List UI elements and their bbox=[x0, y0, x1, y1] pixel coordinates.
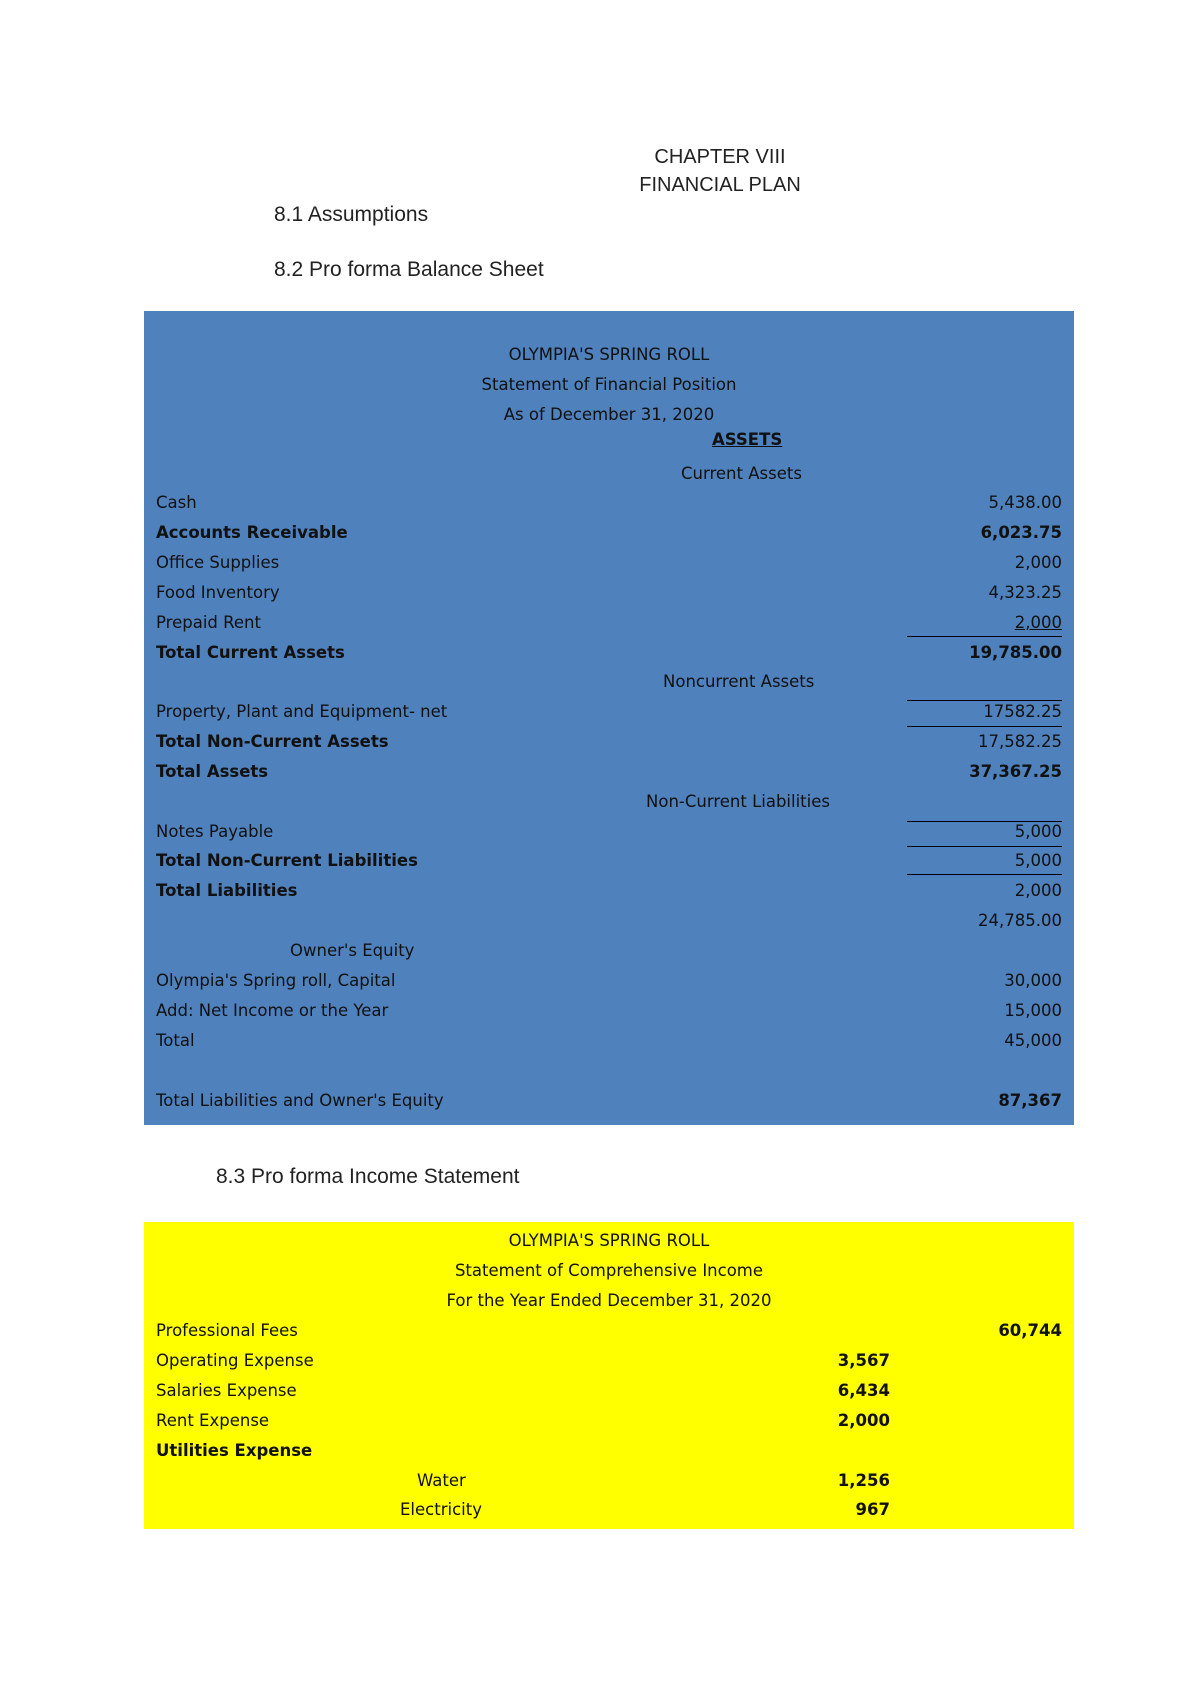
row-value: 5,438.00 bbox=[988, 493, 1062, 512]
table-row bbox=[144, 698, 1074, 726]
noncurrent-assets-heading: Noncurrent Assets bbox=[663, 672, 815, 691]
row-label: Food Inventory bbox=[156, 583, 280, 602]
row-value: 87,367 bbox=[998, 1091, 1062, 1110]
row-label: Water bbox=[417, 1471, 466, 1490]
table-row bbox=[144, 639, 1074, 667]
balance-sheet-panel bbox=[144, 311, 1074, 1125]
chapter-number: CHAPTER VIII bbox=[654, 146, 786, 168]
row-value: 24,785.00 bbox=[978, 911, 1062, 930]
row-label: Total Non-Current Assets bbox=[156, 732, 389, 751]
table-row bbox=[144, 1027, 1074, 1055]
row-value: 17582.25 bbox=[983, 702, 1062, 721]
row-label: Rent Expense bbox=[156, 1411, 270, 1430]
row-value: 45,000 bbox=[1004, 1031, 1062, 1050]
divider bbox=[907, 874, 1062, 875]
row-label: Total Non-Current Liabilities bbox=[156, 851, 418, 870]
table-row bbox=[144, 758, 1074, 786]
row-label: Total Assets bbox=[156, 762, 269, 781]
income-period: For the Year Ended December 31, 2020 bbox=[446, 1291, 772, 1310]
row-value: 37,367.25 bbox=[969, 762, 1062, 781]
row-label: Total Liabilities and Owner's Equity bbox=[156, 1091, 444, 1110]
row-label: Add: Net Income or the Year bbox=[156, 1001, 389, 1020]
row-value: 5,000 bbox=[1014, 851, 1062, 870]
table-row bbox=[144, 1087, 1074, 1115]
row-value: 2,000 bbox=[1014, 881, 1062, 900]
row-value: 17,582.25 bbox=[978, 732, 1062, 751]
table-row bbox=[144, 1317, 1074, 1345]
income-statement-title: Statement of Comprehensive Income bbox=[454, 1261, 764, 1280]
row-value: 19,785.00 bbox=[969, 643, 1062, 662]
row-value: 2,000 bbox=[837, 1411, 890, 1430]
row-label: Property, Plant and Equipment- net bbox=[156, 702, 448, 721]
row-label: Accounts Receivable bbox=[156, 523, 348, 542]
table-row bbox=[144, 1407, 1074, 1435]
table-row bbox=[144, 1467, 1074, 1495]
ncl-heading: Non-Current Liabilities bbox=[646, 792, 830, 811]
row-label: Electricity bbox=[400, 1500, 482, 1519]
row-value: 3,567 bbox=[837, 1351, 890, 1370]
equity-heading: Owner's Equity bbox=[290, 941, 415, 960]
table-row bbox=[144, 967, 1074, 995]
section-income-statement: 8.3 Pro forma Income Statement bbox=[216, 1165, 520, 1188]
table-row bbox=[144, 877, 1074, 905]
row-label: Total Liabilities bbox=[156, 881, 298, 900]
row-label: Operating Expense bbox=[156, 1351, 314, 1370]
table-row bbox=[144, 519, 1074, 547]
table-row bbox=[144, 1496, 1074, 1524]
table-row bbox=[144, 609, 1074, 637]
row-value: 15,000 bbox=[1004, 1001, 1062, 1020]
row-value: 4,323.25 bbox=[988, 583, 1062, 602]
row-label: Utilities Expense bbox=[156, 1441, 313, 1460]
table-row bbox=[144, 818, 1074, 846]
row-value: 6,023.75 bbox=[980, 523, 1062, 542]
row-value: 2,000 bbox=[1014, 613, 1062, 632]
row-label: Notes Payable bbox=[156, 822, 274, 841]
divider bbox=[907, 636, 1062, 637]
row-value: 1,256 bbox=[837, 1471, 890, 1490]
row-label: Professional Fees bbox=[156, 1321, 298, 1340]
row-value: 2,000 bbox=[1014, 553, 1062, 572]
row-label: Cash bbox=[156, 493, 197, 512]
table-row bbox=[144, 549, 1074, 577]
assets-heading: ASSETS bbox=[712, 430, 783, 449]
balance-company: OLYMPIA'S SPRING ROLL bbox=[508, 345, 710, 364]
divider bbox=[907, 726, 1062, 727]
table-row bbox=[144, 579, 1074, 607]
table-row bbox=[144, 997, 1074, 1025]
balance-statement-title: Statement of Financial Position bbox=[481, 375, 737, 394]
row-label: Salaries Expense bbox=[156, 1381, 297, 1400]
row-value: 30,000 bbox=[1004, 971, 1062, 990]
row-label: Prepaid Rent bbox=[156, 613, 261, 632]
table-row bbox=[144, 728, 1074, 756]
row-value: 967 bbox=[855, 1500, 890, 1519]
row-value: 6,434 bbox=[837, 1381, 890, 1400]
row-label: Olympia's Spring roll, Capital bbox=[156, 971, 396, 990]
table-row bbox=[144, 489, 1074, 517]
row-value: 60,744 bbox=[998, 1321, 1062, 1340]
current-assets-heading: Current Assets bbox=[681, 464, 802, 483]
row-value: 5,000 bbox=[1014, 822, 1062, 841]
chapter-title: FINANCIAL PLAN bbox=[639, 174, 801, 196]
table-row bbox=[144, 1377, 1074, 1405]
table-row bbox=[144, 907, 1074, 935]
row-label: Office Supplies bbox=[156, 553, 280, 572]
table-row bbox=[144, 1437, 1074, 1465]
income-company: OLYMPIA'S SPRING ROLL bbox=[508, 1231, 710, 1250]
table-row bbox=[144, 847, 1074, 875]
row-label: Total Current Assets bbox=[156, 643, 345, 662]
balance-date: As of December 31, 2020 bbox=[503, 405, 715, 424]
income-statement-panel bbox=[144, 1222, 1074, 1529]
section-assumptions: 8.1 Assumptions bbox=[274, 203, 429, 226]
row-label: Total bbox=[156, 1031, 195, 1050]
section-balance-sheet: 8.2 Pro forma Balance Sheet bbox=[274, 258, 544, 281]
table-row bbox=[144, 1347, 1074, 1375]
